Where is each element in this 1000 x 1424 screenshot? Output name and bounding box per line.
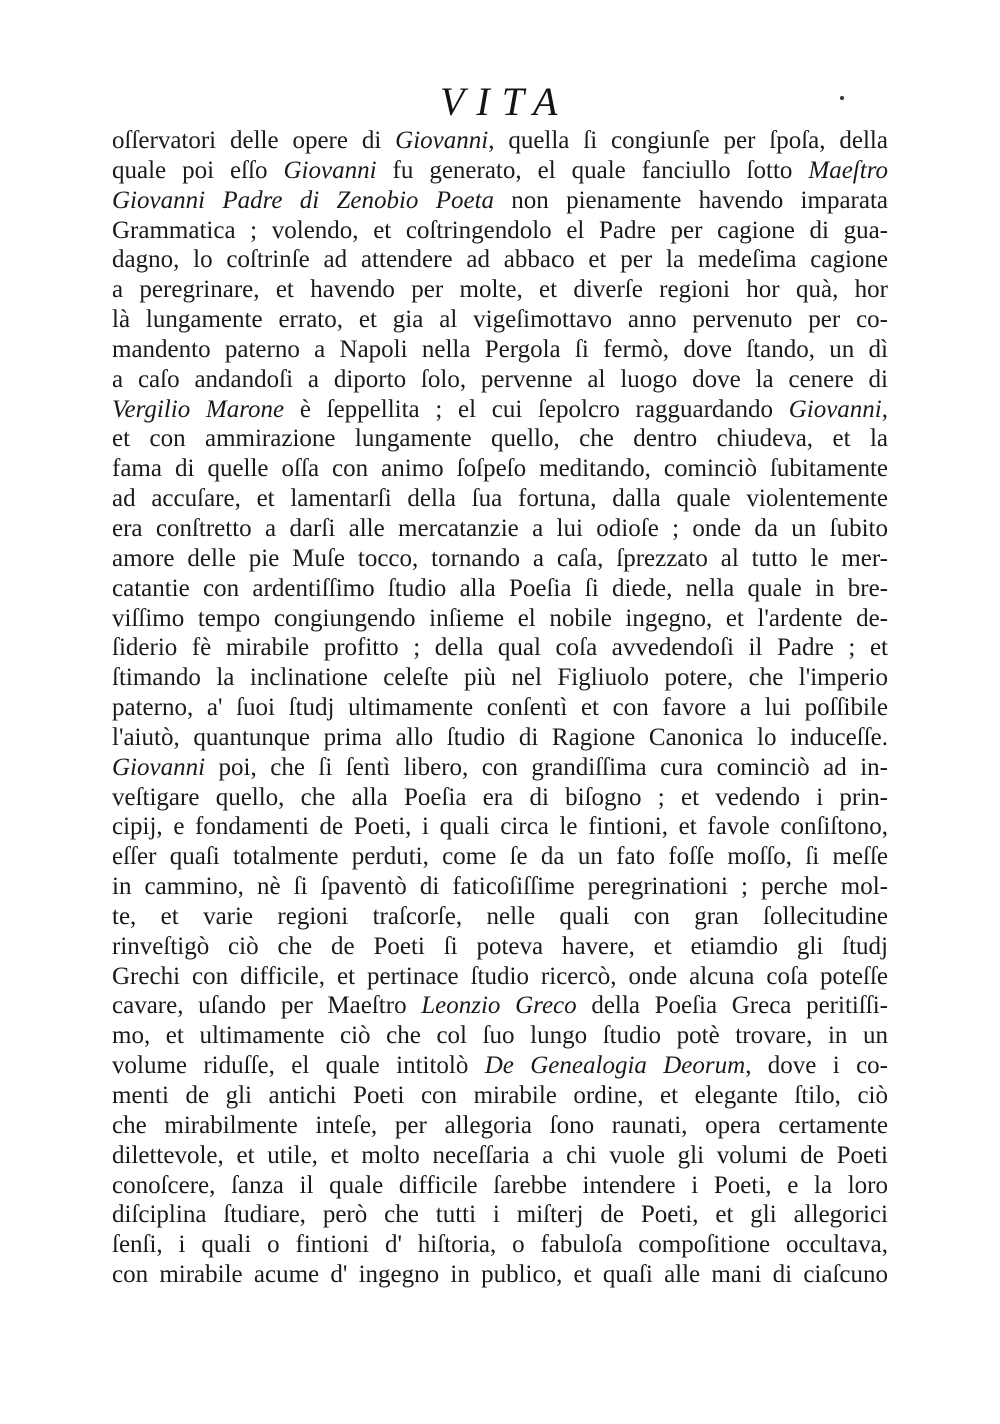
text-line: Giovanni Padre di Zenobio Poeta non pienamente havendo imparata	[112, 186, 888, 214]
running-head: VITA	[440, 79, 570, 124]
text-line: diſciplina ſtudiare, però che tutti i miſterj de Poeti, et gli allegorici	[112, 1201, 888, 1229]
text-line: quale poi eſſo Giovanni fu generato, el quale fanciullo ſotto Maeſtro	[112, 156, 888, 184]
text-line: ſenſi, i quali o fintioni d' hiſtoria, o fabuloſa compoſitione occultava,	[112, 1231, 888, 1259]
text-line: Grechi con difficile, et pertinace ſtudio ricercò, onde alcuna coſa poteſſe	[112, 962, 888, 990]
text-line: eſſer quaſi totalmente perduti, come ſe da un fato foſſe moſſo, ſi meſſe	[112, 843, 888, 871]
text-line: con mirabile acume d' ingegno in publico, et quaſi alle mani di ciaſcuno	[112, 1261, 888, 1289]
text-line: Giovanni poi, che ſi ſentì libero, con grandiſſima cura cominciò ad in-	[112, 753, 888, 781]
text-line: mo, et ultimamente ciò che col ſuo lungo ſtudio potè trovare, in un	[112, 1022, 888, 1050]
text-line: a caſo andandoſi a diporto ſolo, pervenne al luogo dove la cenere di	[112, 365, 888, 393]
ink-dot	[840, 96, 844, 100]
text-line: dagno, lo coſtrinſe ad attendere ad abbaco et per la medeſima cagione	[112, 246, 888, 274]
text-line: che mirabilmente inteſe, per allegoria ſono raunati, opera certamente	[112, 1111, 888, 1139]
text-line: conoſcere, ſanza il quale difficile ſarebbe intendere i Poeti, e la loro	[112, 1171, 888, 1199]
text-line: a peregrinare, et havendo per molte, et diverſe regioni hor quà, hor	[112, 276, 888, 304]
text-line: era conſtretto a darſi alle mercatanzie a lui odioſe ; onde da un ſubito	[112, 514, 888, 542]
text-line: rinveſtigò ciò che de Poeti ſi poteva havere, et etiamdio gli ſtudj	[112, 932, 888, 960]
text-line: ſtimando la inclinatione celeſte più nel Figliuolo potere, che l'imperio	[112, 664, 888, 692]
text-line: l'aiutò, quantunque prima allo ſtudio di Ragione Canonica lo induceſſe.	[112, 723, 888, 751]
text-line: cavare, uſando per Maeſtro Leonzio Greco della Poeſia Greca peritiſſi-	[112, 992, 888, 1020]
text-line: viſſimo tempo congiungendo inſieme el nobile ingegno, et l'ardente de-	[112, 604, 888, 632]
text-line: catantie con ardentiſſimo ſtudio alla Poeſia ſi diede, nella quale in bre-	[112, 574, 888, 602]
text-line: amore delle pie Muſe tocco, tornando a caſa, ſprezzato al tutto le mer-	[112, 544, 888, 572]
text-line: Vergilio Marone è ſeppellita ; el cui ſepolcro ragguardando Giovanni,	[112, 395, 888, 423]
text-line: dilettevole, et utile, et molto neceſſaria a chi vuole gli volumi de Poeti	[112, 1141, 888, 1169]
text-line: menti de gli antichi Poeti con mirabile ordine, et elegante ſtilo, ciò	[112, 1082, 888, 1109]
text-line: ſiderio fè mirabile profitto ; della qual coſa avvedendoſi il Padre ; et	[112, 634, 888, 662]
text-line: te, et varie regioni traſcorſe, nelle quali con gran ſollecitudine	[112, 902, 888, 930]
text-line: fama di quelle oſſa con animo ſoſpeſo meditando, cominciò ſubitamente	[112, 455, 888, 483]
text-line: cipij, e fondamenti de Poeti, i quali circa le fintioni, et favole conſiſtono,	[112, 813, 888, 841]
text-line: veſtigare quello, che alla Poeſia era di biſogno ; et vedendo i prin-	[112, 783, 888, 811]
text-line: paterno, a' ſuoi ſtudj ultimamente conſentì et con favore a lui poſſibile	[112, 694, 888, 722]
text-line: Grammatica ; volendo, et coſtringendolo el Padre per cagione di gua-	[112, 216, 888, 244]
text-line: ad accuſare, et lamentarſi della ſua fortuna, dalla quale violentemente	[112, 485, 888, 513]
text-line: in cammino, nè ſi ſpaventò di faticoſiſſime peregrinationi ; perche mol-	[112, 873, 888, 901]
text-line: et con ammirazione lungamente quello, che dentro chiudeva, et la	[112, 425, 888, 453]
text-line: oſſervatori delle opere di Giovanni, quella ſi congiunſe per ſpoſa, della	[112, 127, 888, 154]
text-line: là lungamente errato, et gia al vigeſimottavo anno pervenuto per co-	[112, 306, 888, 334]
body-text	[112, 126, 888, 1290]
text-line: volume riduſſe, el quale intitolò De Genealogia Deorum, dove i co-	[112, 1052, 888, 1080]
text-line: mandento paterno a Napoli nella Pergola ſi fermò, dove ſtando, un dì	[112, 335, 888, 363]
